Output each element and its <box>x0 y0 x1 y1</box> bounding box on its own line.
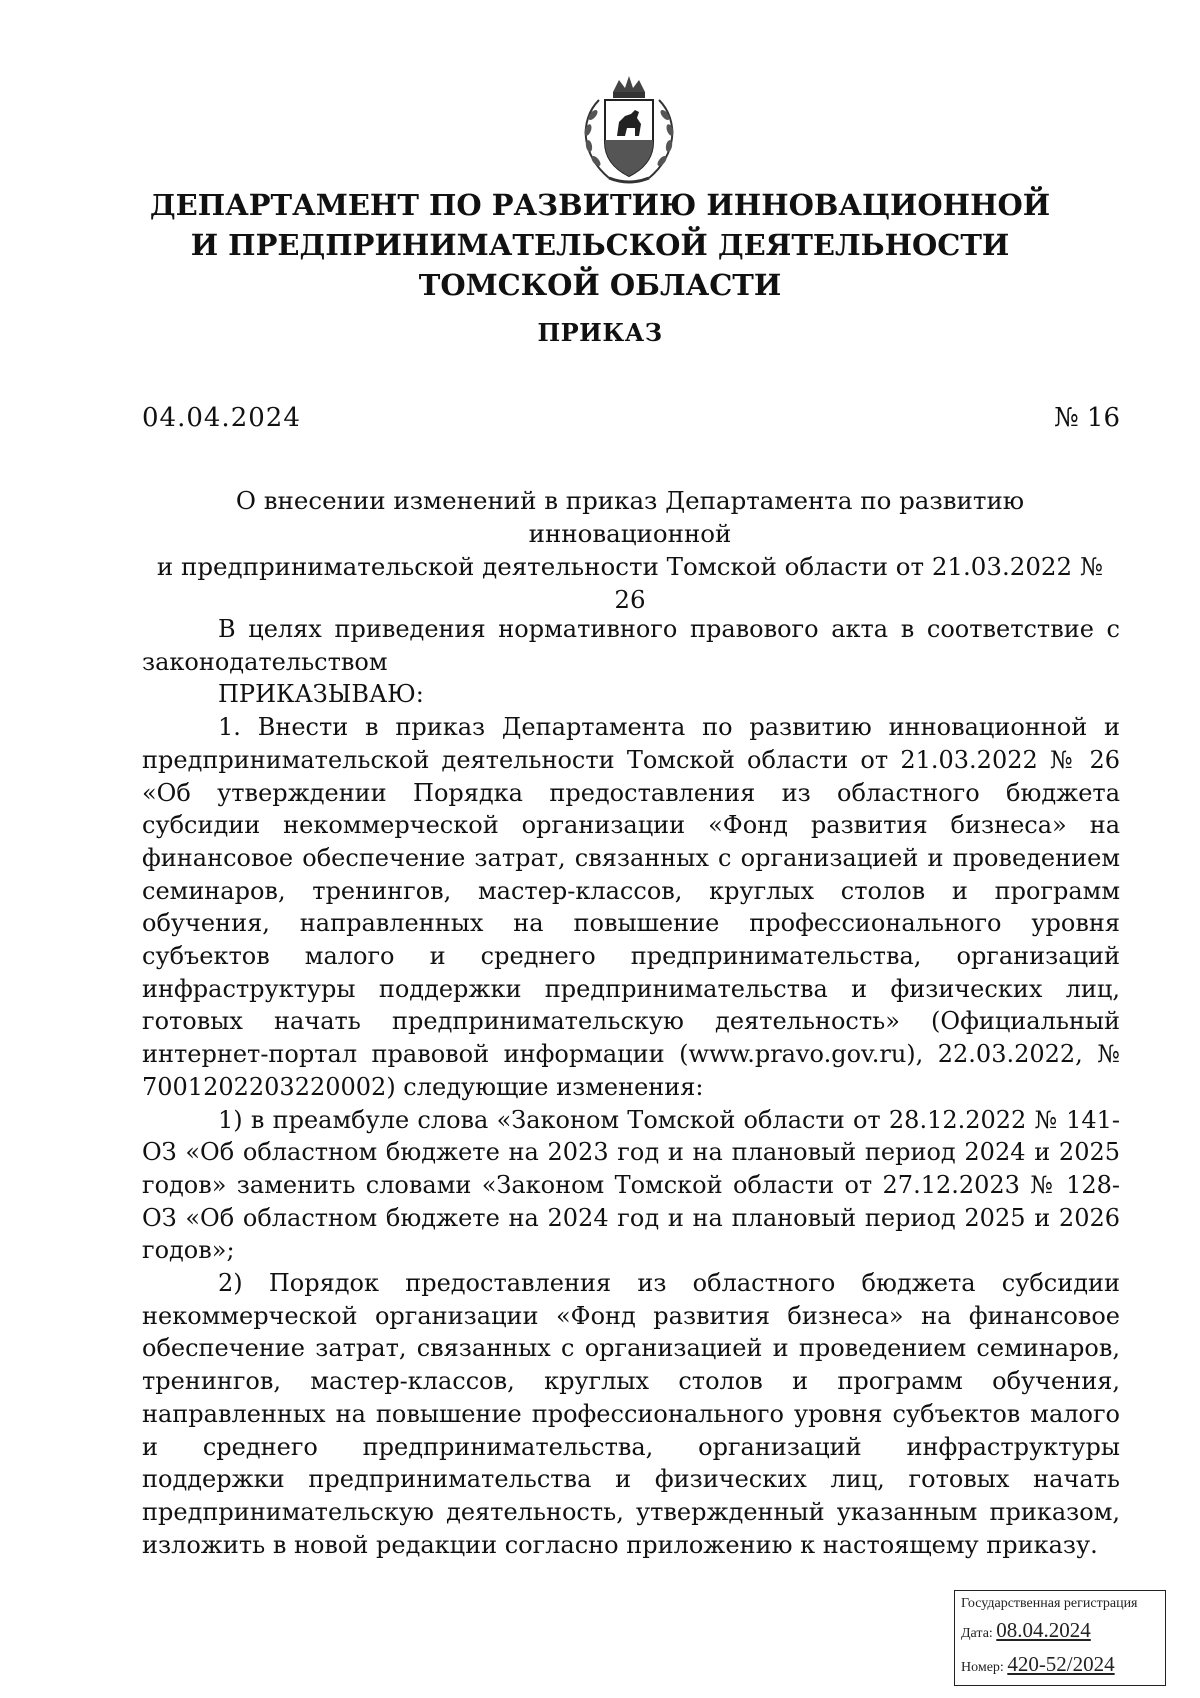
registration-number-row <box>961 1647 1159 1681</box>
body-paragraph-item-1: 1. Внести в приказ Департамента по развитию инновационной и предпринимательской деятельности Томской области от 21.03.2022 № 26 «Об утверждении Порядка предоставления из областного бюджета субсидии некоммерческой организации «Фонд развития бизнеса» на финансовое обеспечение затрат, связанных с организацией и проведением семинаров, тренингов, мастер-классов, круглых столов и программ обучения, направленных на повышение профессионального уровня субъектов малого и среднего предпринимательства, организаций инфраструктуры поддержки предпринимательства и физических лиц, готовых начать предпринимательскую деятельность» (Официальный интернет-портал правовой информации (www.pravo.gov.ru), 22.03.2022, № 7001202203220002) следующие изменения: <box>142 713 1120 1101</box>
org-title-line: ДЕПАРТАМЕНТ ПО РАЗВИТИЮ ИННОВАЦИОННОЙ <box>149 188 1051 222</box>
body-paragraph-subitem-2: 2) Порядок предоставления из областного бюджета субсидии некоммерческой организации «Фонд развития бизнеса» на финансовое обеспечение затрат, связанных с организацией и проведением семинаров, тренингов, мастер-классов, круглых столов и программ обучения, направленных на повышение профессионального уровня субъектов малого и среднего предпринимательства, организаций инфраструктуры поддержки предпринимательства и физических лиц, готовых начать предпринимательскую деятельность, утвержденный указанным приказом, изложить в новой редакции согласно приложению к настоящему приказу. <box>142 1269 1120 1559</box>
registration-number-value: 420-52/2024 <box>1007 1652 1115 1676</box>
registration-title: Государственная регистрация <box>961 1596 1138 1611</box>
document-date: 04.04.2024 <box>142 403 301 433</box>
registration-number-label: Номер: <box>961 1660 1004 1675</box>
date-number-row <box>142 400 1120 436</box>
organization-title <box>140 185 1060 305</box>
document-number: № 16 <box>1054 403 1120 433</box>
document-subject <box>140 484 1120 616</box>
registration-stamp <box>954 1590 1166 1686</box>
registration-date-label: Дата: <box>961 1626 993 1641</box>
document-body <box>142 613 1120 1561</box>
coat-of-arms-icon <box>569 70 689 190</box>
subject-line: и предпринимательской деятельности Томской области от 21.03.2022 № 26 <box>156 552 1104 614</box>
org-title-line: ТОМСКОЙ ОБЛАСТИ <box>418 268 782 302</box>
document-type: ПРИКАЗ <box>537 318 663 347</box>
subject-line: О внесении изменений в приказ Департамента по развитию инновационной <box>235 486 1025 548</box>
org-title-line: И ПРЕДПРИНИМАТЕЛЬСКОЙ ДЕЯТЕЛЬНОСТИ <box>190 228 1010 262</box>
body-paragraph-preamble: В целях приведения нормативного правового акта в соответствие с законодательством <box>142 615 1120 676</box>
registration-date-value: 08.04.2024 <box>996 1618 1091 1642</box>
registration-date-row <box>961 1613 1159 1647</box>
body-paragraph-order: ПРИКАЗЫВАЮ: <box>218 680 424 709</box>
body-paragraph-subitem-1: 1) в преамбуле слова «Законом Томской области от 28.12.2022 № 141-ОЗ «Об областном бюджете на 2023 год и на плановый период 2024 и 2025 годов» заменить словами «Законом Томской области от 27.12.2023 № 128-ОЗ «Об областном бюджете на 2024 год и на плановый период 2025 и 2026 годов»; <box>142 1105 1120 1265</box>
